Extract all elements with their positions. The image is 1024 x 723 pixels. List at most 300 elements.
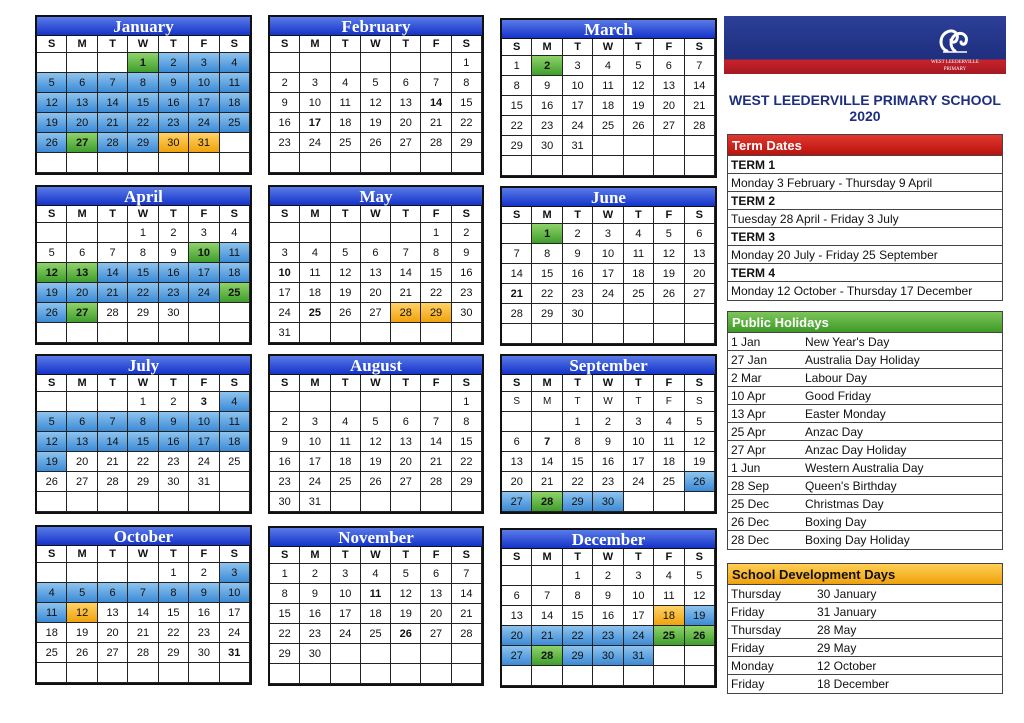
day-cell: 7: [452, 564, 482, 584]
day-cell: 4: [624, 224, 654, 244]
day-cell: 13: [391, 432, 421, 452]
day-cell: [593, 156, 623, 176]
holiday-name: Good Friday: [805, 389, 872, 403]
day-cell: 19: [685, 452, 715, 472]
day-cell: 9: [593, 586, 623, 606]
day-cell: 2: [270, 73, 300, 93]
day-cell: 21: [98, 113, 128, 133]
weekday-header: S: [685, 39, 715, 56]
day-cell: 6: [502, 586, 532, 606]
holiday-row: [728, 513, 1002, 531]
weekday-header: W: [593, 375, 623, 392]
weekday-header: S: [270, 375, 300, 392]
day-cell: 14: [98, 263, 128, 283]
weekday-header: W: [593, 207, 623, 224]
day-cell: 25: [220, 113, 250, 133]
holiday-date: 1 Jun: [731, 461, 761, 475]
day-cell: 31: [220, 643, 250, 663]
holiday-row: [728, 405, 1002, 423]
day-cell: 11: [220, 412, 250, 432]
day-cell: 2: [593, 412, 623, 432]
holiday-name: Western Australia Day: [805, 461, 924, 475]
day-cell: 5: [37, 73, 67, 93]
day-cell: 23: [189, 623, 219, 643]
day-cell: [189, 663, 219, 683]
day-cell: 21: [98, 452, 128, 472]
day-cell: 12: [624, 76, 654, 96]
day-cell: 6: [67, 73, 97, 93]
day-cell: 2: [300, 564, 330, 584]
day-cell: [98, 663, 128, 683]
day-cell: 15: [452, 432, 482, 452]
day-cell: 28: [421, 133, 451, 153]
weekday-header: S: [452, 36, 482, 53]
day-cell: 15: [128, 93, 158, 113]
day-cell: 5: [624, 56, 654, 76]
development-day-row: [728, 585, 1002, 603]
day-cell: [421, 492, 451, 512]
day-cell: 25: [37, 643, 67, 663]
day-cell: 23: [593, 472, 623, 492]
term-range: Monday 12 October - Thursday 17 December: [731, 284, 973, 298]
school-title: [724, 92, 1006, 124]
day-cell: [593, 324, 623, 344]
day-cell: 14: [421, 432, 451, 452]
day-cell: 3: [563, 56, 593, 76]
holiday-row: [728, 423, 1002, 441]
day-cell: 24: [189, 283, 219, 303]
day-cell: 11: [300, 263, 330, 283]
day-cell: [361, 644, 391, 664]
day-cell: 28: [128, 643, 158, 663]
day-cell: [189, 323, 219, 343]
day-cell: 15: [159, 603, 189, 623]
day-cell: [532, 666, 562, 686]
term-range: Monday 3 February - Thursday 9 April: [728, 174, 1002, 192]
day-cell: 27: [67, 303, 97, 323]
day-cell: 20: [67, 113, 97, 133]
day-cell: 31: [189, 472, 219, 492]
month-november: [268, 526, 484, 686]
day-cell: 2: [189, 563, 219, 583]
day-cell: 26: [624, 116, 654, 136]
public-holidays-panel: [727, 311, 1003, 550]
day-cell: [593, 666, 623, 686]
day-cell: [685, 156, 715, 176]
day-cell: 29: [159, 643, 189, 663]
weekday-header: S: [452, 547, 482, 564]
weekday-header: M: [532, 392, 562, 412]
weekday-header: T: [624, 549, 654, 566]
development-day-weekday: Friday: [731, 641, 765, 655]
day-cell: 18: [220, 263, 250, 283]
day-cell: 8: [452, 412, 482, 432]
day-cell: 25: [654, 472, 684, 492]
day-cell: [67, 223, 97, 243]
day-cell: 24: [220, 623, 250, 643]
weekday-header: F: [654, 207, 684, 224]
day-cell: [270, 223, 300, 243]
day-cell: 24: [189, 113, 219, 133]
day-cell: [502, 156, 532, 176]
weekday-header: T: [331, 36, 361, 53]
day-cell: 28: [98, 472, 128, 492]
day-cell: 28: [98, 303, 128, 323]
day-cell: 8: [128, 412, 158, 432]
day-cell: 8: [502, 76, 532, 96]
day-cell: 10: [624, 586, 654, 606]
day-cell: 15: [502, 96, 532, 116]
day-cell: 28: [685, 116, 715, 136]
weekday-header: M: [300, 36, 330, 53]
day-cell: 6: [421, 564, 451, 584]
weekday-header: T: [624, 39, 654, 56]
day-cell: 8: [128, 73, 158, 93]
term-range: Tuesday 28 April - Friday 3 July: [728, 210, 1002, 228]
holiday-date: 25 Apr: [731, 425, 766, 439]
day-cell: [128, 153, 158, 173]
day-cell: [300, 223, 330, 243]
day-cell: 4: [37, 583, 67, 603]
day-cell: 16: [563, 264, 593, 284]
day-cell: [98, 53, 128, 73]
month-june: [500, 186, 717, 346]
weekday-header: T: [98, 36, 128, 53]
day-cell: 26: [685, 472, 715, 492]
month-may: [268, 185, 484, 345]
day-cell: 8: [159, 583, 189, 603]
day-cell: [502, 224, 532, 244]
day-cell: [391, 664, 421, 684]
day-cell: [300, 153, 330, 173]
day-cell: 10: [593, 244, 623, 264]
day-cell: 11: [331, 432, 361, 452]
day-cell: 29: [452, 133, 482, 153]
weekday-header: S: [685, 375, 715, 392]
day-cell: 15: [128, 263, 158, 283]
day-cell: 1: [270, 564, 300, 584]
day-cell: [300, 664, 330, 684]
holiday-date: 2 Mar: [731, 371, 762, 385]
day-cell: 17: [189, 93, 219, 113]
day-cell: [654, 492, 684, 512]
development-day-weekday: Thursday: [731, 623, 782, 637]
day-cell: 19: [67, 623, 97, 643]
month-april: [35, 185, 252, 345]
day-cell: 16: [189, 603, 219, 623]
weekday-header: T: [391, 36, 421, 53]
day-cell: 21: [391, 283, 421, 303]
weekday-header: W: [593, 39, 623, 56]
day-cell: 2: [563, 224, 593, 244]
day-cell: 28: [452, 624, 482, 644]
day-cell: [220, 303, 250, 323]
day-cell: 15: [563, 452, 593, 472]
day-cell: [532, 412, 562, 432]
weekday-header: M: [532, 39, 562, 56]
day-cell: 4: [300, 243, 330, 263]
day-cell: 17: [331, 604, 361, 624]
weekday-header: M: [300, 547, 330, 564]
day-cell: 20: [67, 452, 97, 472]
day-cell: 20: [98, 623, 128, 643]
day-cell: 11: [593, 76, 623, 96]
holiday-row: [728, 459, 1002, 477]
day-cell: 26: [37, 472, 67, 492]
day-cell: 4: [331, 412, 361, 432]
weekday-header: S: [685, 549, 715, 566]
day-cell: 5: [37, 412, 67, 432]
day-cell: [300, 323, 330, 343]
day-cell: 24: [189, 452, 219, 472]
day-cell: 1: [128, 223, 158, 243]
day-cell: 25: [220, 283, 250, 303]
day-cell: 3: [189, 53, 219, 73]
day-cell: 20: [654, 96, 684, 116]
day-cell: [685, 136, 715, 156]
day-cell: 29: [563, 646, 593, 666]
day-cell: 20: [67, 283, 97, 303]
day-cell: 27: [654, 116, 684, 136]
day-cell: [189, 153, 219, 173]
holiday-name: Australia Day Holiday: [805, 353, 920, 367]
weekday-header: T: [624, 392, 654, 412]
day-cell: 18: [654, 606, 684, 626]
day-cell: 15: [128, 432, 158, 452]
day-cell: 7: [421, 73, 451, 93]
weekday-header: S: [37, 375, 67, 392]
school-name: WEST LEEDERVILLE PRIMARY SCHOOL: [729, 92, 1001, 108]
day-cell: 2: [452, 223, 482, 243]
term-label: TERM 2: [728, 192, 1002, 210]
development-day-row: [728, 639, 1002, 657]
development-day-weekday: Thursday: [731, 587, 782, 601]
holiday-date: 25 Dec: [731, 497, 770, 511]
development-days-title: School Development Days: [728, 564, 1002, 585]
day-cell: [685, 666, 715, 686]
day-cell: 14: [532, 452, 562, 472]
day-cell: 31: [189, 133, 219, 153]
holiday-name: Queen's Birthday: [805, 479, 897, 493]
weekday-header: F: [421, 547, 451, 564]
day-cell: 4: [220, 392, 250, 412]
holiday-row: [728, 333, 1002, 351]
day-cell: [624, 324, 654, 344]
weekday-header: T: [331, 547, 361, 564]
day-cell: 1: [128, 53, 158, 73]
day-cell: 24: [563, 116, 593, 136]
day-cell: 23: [300, 624, 330, 644]
month-title: January: [37, 17, 250, 36]
day-cell: 24: [270, 303, 300, 323]
day-cell: 8: [532, 244, 562, 264]
day-cell: 17: [220, 603, 250, 623]
day-cell: [532, 156, 562, 176]
day-cell: [37, 492, 67, 512]
day-cell: 4: [593, 56, 623, 76]
day-cell: 19: [361, 452, 391, 472]
day-cell: 3: [624, 412, 654, 432]
day-cell: 20: [391, 452, 421, 472]
day-cell: 5: [361, 73, 391, 93]
weekday-header: W: [361, 36, 391, 53]
day-cell: 20: [502, 626, 532, 646]
day-cell: 1: [532, 224, 562, 244]
day-cell: 26: [391, 624, 421, 644]
day-cell: 18: [331, 113, 361, 133]
day-cell: 17: [300, 452, 330, 472]
day-cell: [624, 304, 654, 324]
day-cell: 7: [532, 432, 562, 452]
weekday-header: S: [502, 375, 532, 392]
day-cell: 31: [563, 136, 593, 156]
month-title: March: [502, 20, 715, 39]
day-cell: 19: [37, 113, 67, 133]
weekday-header: S: [220, 36, 250, 53]
day-cell: 2: [532, 56, 562, 76]
day-cell: 17: [189, 432, 219, 452]
day-cell: [391, 323, 421, 343]
day-cell: 9: [593, 432, 623, 452]
term-label: TERM 3: [728, 228, 1002, 246]
weekday-header: F: [654, 549, 684, 566]
day-cell: [685, 304, 715, 324]
day-cell: 9: [159, 412, 189, 432]
weekday-header: W: [593, 549, 623, 566]
holiday-name: Anzac Day Holiday: [805, 443, 907, 457]
day-cell: 6: [685, 224, 715, 244]
weekday-header: S: [502, 207, 532, 224]
day-cell: 19: [361, 113, 391, 133]
day-cell: 6: [654, 56, 684, 76]
day-cell: 22: [532, 284, 562, 304]
day-cell: 9: [563, 244, 593, 264]
day-cell: 30: [532, 136, 562, 156]
day-cell: 11: [654, 586, 684, 606]
day-cell: 12: [391, 584, 421, 604]
weekday-header: S: [220, 375, 250, 392]
day-cell: [67, 392, 97, 412]
day-cell: 23: [159, 113, 189, 133]
day-cell: [654, 304, 684, 324]
day-cell: 18: [593, 96, 623, 116]
public-holidays-title: Public Holidays: [728, 312, 1002, 333]
day-cell: 10: [300, 432, 330, 452]
day-cell: 23: [563, 284, 593, 304]
day-cell: 1: [563, 566, 593, 586]
day-cell: 27: [391, 133, 421, 153]
day-cell: 25: [331, 133, 361, 153]
weekday-header: S: [685, 207, 715, 224]
day-cell: 6: [502, 432, 532, 452]
day-cell: 8: [563, 586, 593, 606]
day-cell: 3: [331, 564, 361, 584]
holiday-date: 28 Dec: [731, 533, 770, 547]
day-cell: 19: [37, 452, 67, 472]
weekday-header: S: [452, 375, 482, 392]
weekday-header: W: [128, 546, 158, 563]
day-cell: 14: [502, 264, 532, 284]
day-cell: 27: [67, 133, 97, 153]
day-cell: 21: [452, 604, 482, 624]
day-cell: 30: [159, 303, 189, 323]
day-cell: 18: [220, 432, 250, 452]
day-cell: 9: [300, 584, 330, 604]
day-cell: 13: [502, 606, 532, 626]
day-cell: 2: [159, 53, 189, 73]
day-cell: 10: [270, 263, 300, 283]
day-cell: 1: [128, 392, 158, 412]
day-cell: 21: [532, 472, 562, 492]
day-cell: [685, 492, 715, 512]
development-day-date: 18 December: [817, 677, 890, 691]
day-cell: 3: [593, 224, 623, 244]
holiday-row: [728, 531, 1002, 549]
weekday-header: M: [532, 549, 562, 566]
day-cell: [270, 392, 300, 412]
day-cell: 9: [270, 93, 300, 113]
weekday-header: T: [331, 206, 361, 223]
day-cell: [331, 492, 361, 512]
day-cell: 4: [220, 53, 250, 73]
day-cell: [220, 323, 250, 343]
day-cell: [391, 53, 421, 73]
day-cell: [98, 223, 128, 243]
day-cell: 25: [624, 284, 654, 304]
day-cell: 22: [128, 113, 158, 133]
day-cell: 30: [300, 644, 330, 664]
day-cell: 4: [361, 564, 391, 584]
day-cell: [331, 223, 361, 243]
day-cell: 24: [624, 626, 654, 646]
day-cell: 3: [189, 223, 219, 243]
day-cell: [98, 392, 128, 412]
day-cell: 22: [563, 626, 593, 646]
day-cell: 17: [300, 113, 330, 133]
month-december: [500, 528, 717, 688]
day-cell: 13: [67, 263, 97, 283]
day-cell: 19: [37, 283, 67, 303]
day-cell: 8: [421, 243, 451, 263]
day-cell: 12: [685, 432, 715, 452]
day-cell: 3: [300, 73, 330, 93]
holiday-date: 1 Jan: [731, 335, 761, 349]
day-cell: 7: [685, 56, 715, 76]
day-cell: 10: [331, 584, 361, 604]
day-cell: [98, 153, 128, 173]
day-cell: 20: [685, 264, 715, 284]
day-cell: [159, 153, 189, 173]
term-range: Monday 20 July - Friday 25 September: [728, 246, 1002, 264]
day-cell: 10: [189, 73, 219, 93]
day-cell: [98, 323, 128, 343]
weekday-header: S: [685, 392, 715, 412]
day-cell: [270, 664, 300, 684]
weekday-header: S: [37, 206, 67, 223]
day-cell: [421, 153, 451, 173]
holiday-name: Boxing Day: [805, 515, 867, 529]
month-january: [35, 15, 252, 175]
day-cell: [159, 323, 189, 343]
day-cell: 17: [563, 96, 593, 116]
day-cell: 18: [37, 623, 67, 643]
day-cell: 21: [502, 284, 532, 304]
day-cell: 5: [685, 412, 715, 432]
weekday-header: W: [361, 375, 391, 392]
day-cell: 4: [331, 73, 361, 93]
term-label: TERM 1: [728, 156, 1002, 174]
day-cell: 19: [654, 264, 684, 284]
